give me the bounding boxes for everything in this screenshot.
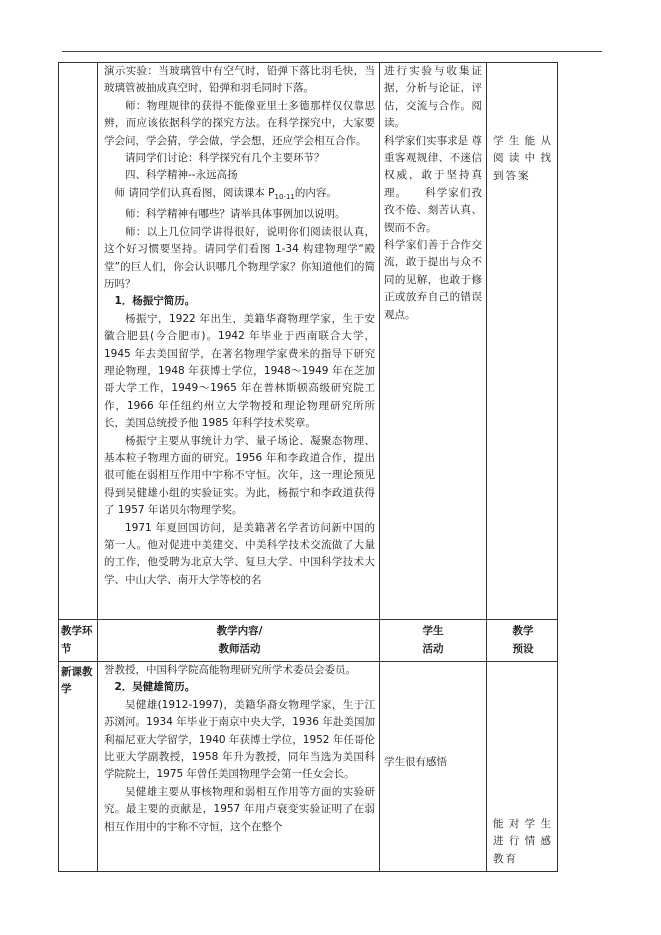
header-text: 预设 <box>512 642 534 655</box>
header-row <box>59 620 558 662</box>
paragraph: 请同学们讨论：科学探究有几个主要环节？ <box>125 152 325 165</box>
header-content <box>98 620 380 662</box>
stage-label: 新课教学 <box>59 662 98 872</box>
continued-row <box>59 63 558 620</box>
new-lesson-row <box>59 662 558 872</box>
header-notes <box>487 620 558 662</box>
header-text: 学生 <box>422 625 444 638</box>
notes-cell <box>487 662 558 872</box>
notes-text: 能对学生进行情感教育 <box>493 818 553 865</box>
paragraph: 誉教授，中国科学院高能物理研究所学术委员会委员。 <box>104 664 356 676</box>
student-activity-cell <box>380 662 487 872</box>
paragraph: 杨振宁，1922 年出生，美籍华裔物理学家，生于安徽合肥县(今合肥市)。1942 年毕业于西南联合大学，1945 年去美国留学，在著名物理学家费米的指导下研究理论物理，1948 年获博士学位，1948～1949 年在芝加哥大学工作，1949～1965 年在普林斯顿高级研究院工作，1966 年任纽约州立大学物授和理论物理研究所所长，美国总统授予他 1985 年科学技术奖章。 <box>104 312 375 430</box>
paragraph: 1971 年夏回国访问，是美籍著名学者访问新中国的第一人。他对促进中美建交、中美科学技术交流做了大量的工作，他受聘为北京大学、复旦大学、中国科学技术大学、中山大学、南开大学等校的名 <box>104 521 375 586</box>
notes-text: 学生能从阅读中找到答案 <box>493 135 553 182</box>
header-text: 教师活动 <box>218 642 261 655</box>
content-cell <box>98 63 380 620</box>
header-text: 教学 <box>512 625 534 638</box>
header-rule <box>62 51 602 52</box>
activity-text: 科学家们善于合作交流，敢于提出与众不同的见解，也敢于修正或放弃自己的错误观点。 <box>384 239 482 321</box>
subheading: 1．杨振宁简历。 <box>114 295 196 308</box>
student-activity-cell <box>380 63 487 620</box>
content-cell <box>98 662 380 872</box>
paragraph: 师：物理规律的获得不能像亚里士多德那样仅仅靠思辨，而应该依据科学的探究方法。在科学探究中，大家要学会问，学会猜，学会做，学会想，还应学会相互合作。 <box>104 99 375 147</box>
text-run: 的内容。 <box>294 186 337 199</box>
paragraph <box>104 185 375 207</box>
header-activity <box>380 620 487 662</box>
header-text: 教学内容/ <box>216 625 263 638</box>
activity-text: 进行实验与收集证据，分析与论证，评估，交流与合作。阅读。 <box>384 65 482 130</box>
section-heading: 四、科学精神--永远高扬 <box>125 169 238 182</box>
activity-text: 科学家们实事求是 尊重客观规律、不迷信权威，敢于坚持真理。 科学家们孜孜不倦、刻苦认真、锲而不舍。 <box>384 134 482 234</box>
activity-text: 学生很有感悟 <box>384 756 447 768</box>
paragraph: 演示实验：当玻璃管中有空气时，铅弹下落比羽毛快，当玻璃管被抽成真空时，铅弹和羽毛同时下落。 <box>104 65 375 95</box>
subheading: 2．吴健雄简历。 <box>114 681 196 694</box>
paragraph: 师：科学精神有哪些？请举具体事例加以说明。 <box>125 208 346 221</box>
paragraph: 师：以上几位同学讲得很好，说明你们阅读很认真，这个好习惯要坚持。请同学们看图 1-34 构建物理学“殿堂”的巨人们，你会认识哪几个物理学家？你知道他们的简历吗？ <box>104 225 375 290</box>
stage-cell-empty <box>59 63 98 620</box>
paragraph: 吴健雄主要从事核物理和弱相互作用等方面的实验研究。最主要的贡献是，1957 年用卢衰变实验证明了在弱相互作用中的宇称不守恒，这个在整个 <box>104 785 375 833</box>
lesson-plan-table <box>58 62 558 872</box>
notes-cell <box>487 63 558 620</box>
text-run: 师 请同学们认真看图，阅读课本 P <box>114 186 275 199</box>
paragraph: 杨振宁主要从事统计力学、量子场论、凝聚态物理、基本粒子物理方面的研究。1956 年和李政道合作，提出很可能在弱相互作用中宇称不守恒。次年，这一理论预见得到吴健雄小组的实验证实。为此，杨振宁和李政道获得了 1957 年诺贝尔物理学奖。 <box>104 434 375 517</box>
header-stage: 教学环节 <box>59 620 98 662</box>
header-text: 活动 <box>422 642 444 655</box>
paragraph: 吴健雄(1912-1997)，美籍华裔女物理学家，生于江苏浏河。1934 年毕业于南京中央大学，1936 年赴美国加利福尼亚大学留学，1940 年获博士学位，1952 年任哥伦比亚大学副教授，1958 年升为教授，同年当选为美国科学院院士，1975 年曾任美国物理学会第一任女会长。 <box>104 698 375 781</box>
page-range: 10-11 <box>274 192 295 201</box>
